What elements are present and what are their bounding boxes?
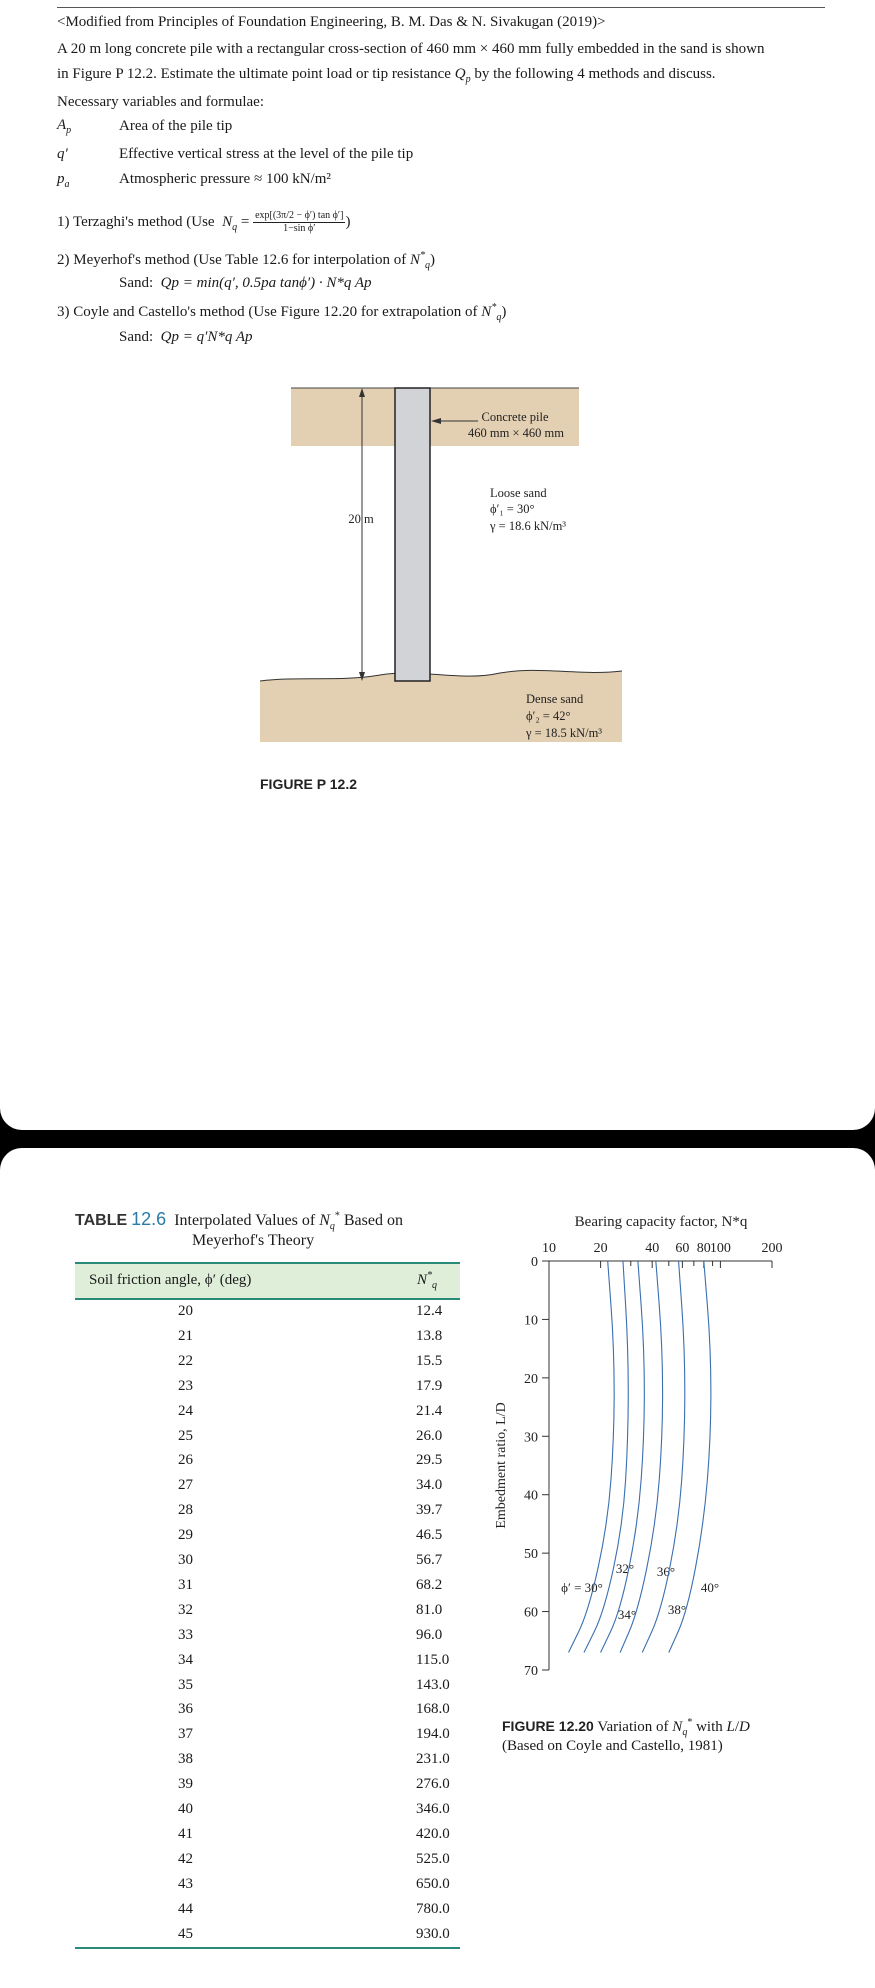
statement-line-1: A 20 m long concrete pile with a rectangular cross-section of 460 mm × 460 mm fully embedded in the sand is shown [57, 41, 765, 57]
variable-symbol: q′ [57, 146, 68, 162]
method-2-text: 2) Meyerhof's method (Use Table 12.6 for interpolation of [57, 252, 407, 268]
table-cell-friction-angle: 41 [178, 1825, 193, 1842]
table-cell-friction-angle: 24 [178, 1402, 193, 1419]
table-cell-friction-angle: 23 [178, 1377, 193, 1394]
method-3-text: 3) Coyle and Castello's method (Use Figure 12.20 for extrapolation of [57, 304, 478, 320]
table-cell-friction-angle: 20 [178, 1303, 193, 1319]
method-1-text: 1) Terzaghi's method (Use [57, 213, 215, 230]
variable-symbol: $p_a$ [57, 171, 70, 190]
variable-definition: Effective vertical stress at the level of the pile tip [119, 146, 414, 162]
table-cell-friction-angle: 44 [178, 1900, 193, 1917]
qp-subscript: p [465, 74, 471, 85]
table-number: 12.6 [131, 1209, 167, 1229]
series-label-30deg: ϕ′ = 30° [561, 1580, 603, 1595]
x-tick-label: 40 [645, 1241, 660, 1256]
qp-symbol: Q [454, 66, 466, 82]
series-label-36deg: 36° [656, 1564, 676, 1579]
table-cell-nq: 780.0 [416, 1900, 450, 1917]
table-cell-nq: 12.4 [416, 1303, 443, 1319]
table-cell-friction-angle: 33 [178, 1626, 193, 1643]
table-cell-friction-angle: 39 [178, 1776, 193, 1793]
y-tick-label: 0 [531, 1255, 538, 1270]
x-tick-label: 60 [675, 1241, 690, 1256]
table-cell-nq: 194.0 [416, 1726, 450, 1743]
x-tick-label: 80 [696, 1241, 711, 1256]
caption-line-1: Variation of $N_q^*$ with L/D [597, 1717, 750, 1738]
table-cell-friction-angle: 40 [178, 1801, 193, 1817]
table-cell-friction-angle: 28 [178, 1502, 193, 1519]
y-tick-label: 30 [524, 1430, 538, 1446]
table-header-nq: $N^*_q$ [417, 1270, 438, 1291]
table-cell-nq: 21.4 [416, 1402, 443, 1419]
table-cell-nq: 56.7 [416, 1552, 443, 1568]
table-cell-nq: 650.0 [416, 1875, 450, 1892]
loose-sand-phi: ϕ′₁ = 30° [490, 502, 535, 516]
figure-p12-2-caption: FIGURE P 12.2 [260, 776, 358, 792]
table-cell-nq: 26.0 [416, 1427, 443, 1444]
table-cell-friction-angle: 45 [178, 1925, 193, 1942]
table-cell-nq: 143.0 [416, 1676, 450, 1693]
variable-definition: Area of the pile tip [119, 118, 233, 134]
variable-symbol: $A_p$ [57, 117, 72, 136]
statement-text-b: by the following 4 methods and discuss. [470, 66, 716, 82]
table-cell-friction-angle: 42 [178, 1850, 193, 1867]
x-tick-label: 100 [709, 1241, 731, 1256]
table-label: TABLE [75, 1212, 128, 1229]
method-1: 1) Terzaghi's method (Use $N_q$ = $\frac{\text{exp[(3π/2 − ϕ′) tan ϕ′]}}{\text{1−sin ϕ′}}$ ) [57, 210, 351, 234]
terzaghi-formula: $\frac{\text{exp[(3π/2 − ϕ′) tan ϕ′]}}{\text{1−sin ϕ′}}$ [255, 210, 344, 234]
table-cell-nq: 81.0 [416, 1601, 443, 1618]
table-cell-friction-angle: 22 [178, 1352, 193, 1369]
series-label-32deg: 32° [615, 1561, 635, 1576]
y-tick-label: 60 [524, 1605, 538, 1621]
method-3: 3) Coyle and Castello's method (Use Figure 12.20 for extrapolation of $N^*_q$) [57, 302, 507, 323]
table-cell-nq: 13.8 [416, 1327, 443, 1344]
pile-label-2: 460 mm × 460 mm [468, 426, 564, 440]
table-header-friction-angle: Soil friction angle, ϕ′ (deg) [89, 1272, 252, 1288]
table-cell-nq: 346.0 [416, 1801, 450, 1817]
dense-sand-phi: ϕ′₂ = 42° [526, 709, 571, 723]
series-label-40deg: 40° [700, 1580, 720, 1595]
table-cell-nq: 29.5 [416, 1452, 443, 1469]
table-cell-nq: 17.9 [416, 1377, 443, 1394]
x-tick-label: 20 [593, 1241, 608, 1256]
method-3-formula: Sand: Qp = q′N*q Ap [119, 329, 253, 345]
variables-heading: Necessary variables and formulae: [57, 94, 264, 110]
table-cell-nq: 115.0 [416, 1651, 450, 1668]
table-cell-nq: 68.2 [416, 1576, 443, 1593]
table-cell-friction-angle: 35 [178, 1676, 193, 1693]
table-cell-friction-angle: 30 [178, 1552, 193, 1568]
pile-label-1: Concrete pile [481, 410, 549, 424]
table-cell-friction-angle: 43 [178, 1875, 193, 1892]
table-cell-nq: 15.5 [416, 1352, 443, 1369]
series-line-38deg [642, 1261, 685, 1652]
table-cell-nq: 39.7 [416, 1502, 443, 1519]
x-tick-label: 10 [542, 1241, 556, 1256]
method-2-formula: Sand: Qp = min(q′, 0.5pa tanϕ′) · N*q Ap [119, 275, 372, 291]
table-cell-friction-angle: 25 [178, 1427, 193, 1444]
chart-title: Bearing capacity factor, N*q [574, 1214, 748, 1230]
table-cell-nq: 46.5 [416, 1527, 443, 1544]
y-tick-label: 70 [524, 1664, 538, 1679]
table-cell-nq: 420.0 [416, 1825, 450, 1842]
table-cell-friction-angle: 29 [178, 1527, 193, 1544]
statement-text-a: in Figure P 12.2. Estimate the ultimate point load or tip resistance [57, 66, 455, 82]
y-axis-label: Embedment ratio, L/D [494, 1402, 509, 1529]
table-cell-friction-angle: 27 [178, 1477, 193, 1494]
dense-sand-label: Dense sand [526, 692, 584, 706]
table-cell-friction-angle: 32 [178, 1601, 193, 1618]
table-cell-friction-angle: 31 [178, 1576, 193, 1593]
table-cell-friction-angle: 38 [178, 1751, 193, 1768]
table-title-line-1: Interpolated Values of $N_q^*$ Based on [174, 1210, 403, 1233]
table-cell-friction-angle: 21 [178, 1327, 193, 1344]
table-cell-nq: 231.0 [416, 1751, 450, 1768]
source-line: <Modified from Principles of Foundation Engineering, B. M. Das & N. Sivakugan (2019)> [57, 14, 606, 30]
table-cell-nq: 168.0 [416, 1701, 450, 1718]
table-cell-friction-angle: 34 [178, 1651, 193, 1668]
x-tick-label: 200 [761, 1241, 783, 1256]
table-cell-friction-angle: 26 [178, 1452, 193, 1469]
y-tick-label: 50 [524, 1547, 538, 1563]
loose-sand-gamma: γ = 18.6 kN/m³ [490, 519, 567, 533]
series-label-34deg: 34° [617, 1607, 637, 1622]
table-cell-friction-angle: 36 [178, 1701, 193, 1718]
table-cell-nq: 930.0 [416, 1925, 450, 1942]
length-label: 20 m [348, 512, 374, 526]
method-2: 2) Meyerhof's method (Use Table 12.6 for interpolation of $N^*_q$) [57, 250, 435, 271]
y-tick-label: 20 [524, 1371, 538, 1387]
series-label-38deg: 38° [667, 1602, 687, 1617]
y-tick-label: 40 [524, 1488, 538, 1504]
loose-sand-label: Loose sand [490, 486, 547, 500]
dense-sand-gamma: γ = 18.5 kN/m³ [526, 726, 603, 740]
table-title-line-2: Meyerhof's Theory [192, 1232, 315, 1249]
table-cell-nq: 96.0 [416, 1626, 443, 1643]
table-cell-friction-angle: 37 [178, 1726, 193, 1743]
figure-12-20-caption [502, 1717, 750, 1738]
figure-12-20-label: FIGURE 12.20 [502, 1718, 594, 1734]
table-cell-nq: 276.0 [416, 1776, 450, 1793]
caption-line-2: (Based on Coyle and Castello, 1981) [502, 1738, 723, 1754]
table-cell-nq: 34.0 [416, 1477, 443, 1494]
variable-definition: Atmospheric pressure ≈ 100 kN/m² [119, 171, 331, 187]
table-cell-nq: 525.0 [416, 1850, 450, 1867]
y-tick-label: 10 [524, 1313, 538, 1329]
